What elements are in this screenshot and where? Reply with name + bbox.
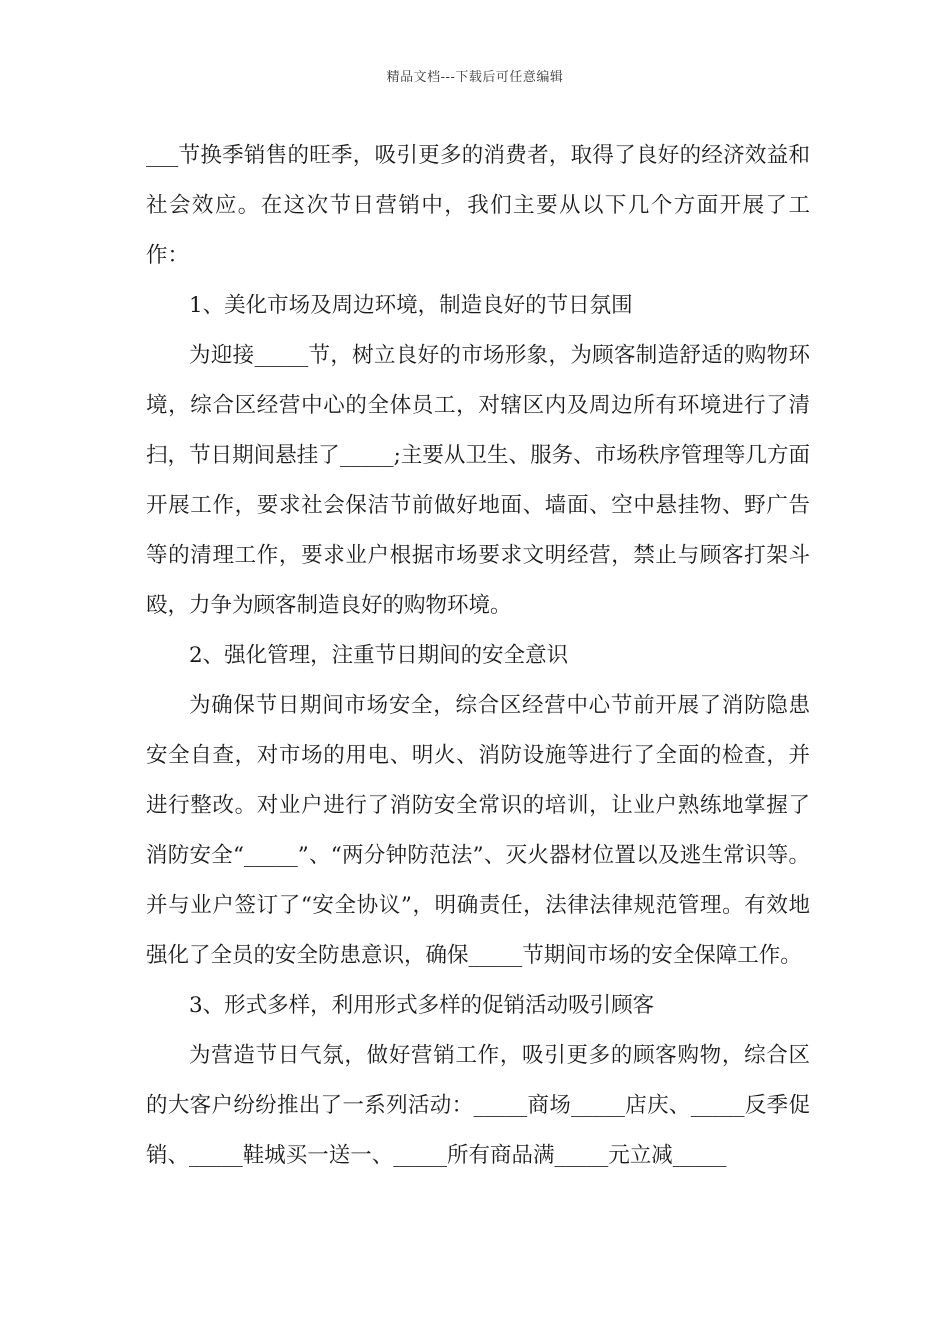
section-heading-1: 1、美化市场及周边环境，制造良好的节日氛围 — [189, 293, 633, 318]
paragraph-section-2: 为确保节日期间市场安全，综合区经营中心节前开展了消防隐患安全自查，对市场的用电、明火、消防设施等进行了全面的检查，并进行整改。对业户进行了消防安全常识的培训，让业户熟练地掌握了消防安全“_____”、“两分钟防范法”、灭火器材位置以及逃生常识等。并与业户签订了“安全协议”，明确责任，法律法律规范管理。有效地强化了全员的安全防患意识，确保_____节期间市场的安全保障工作。 — [146, 693, 810, 968]
section-heading-2: 2、强化管理，注重节日期间的安全意识 — [189, 643, 569, 668]
document-body — [146, 131, 810, 1181]
paragraph-intro: ___节换季销售的旺季，吸引更多的消费者，取得了良好的经济效益和社会效应。在这次节日营销中，我们主要从以下几个方面开展了工作： — [146, 143, 810, 268]
paragraph-section-3: 为营造节日气氛，做好营销工作，吸引更多的顾客购物，综合区的大客户纷纷推出了一系列活动：_____商场_____店庆、_____反季促销、_____鞋城买一送一、_____所有商品满_____元立减_____ — [146, 1043, 810, 1168]
paragraph-section-1: 为迎接_____节，树立良好的市场形象，为顾客制造舒适的购物环境，综合区经营中心的全体员工，对辖区内及周边所有环境进行了清扫，节日期间悬挂了_____;主要从卫生、服务、市场秩序管理等几方面开展工作，要求社会保洁节前做好地面、墙面、空中悬挂物、野广告等的清理工作，要求业户根据市场要求文明经营，禁止与顾客打架斗殴，力争为顾客制造良好的购物环境。 — [146, 343, 810, 618]
section-heading-3: 3、形式多样，利用形式多样的促销活动吸引顾客 — [189, 993, 655, 1018]
page-header: 精品文档---下载后可任意编辑 — [386, 70, 564, 85]
